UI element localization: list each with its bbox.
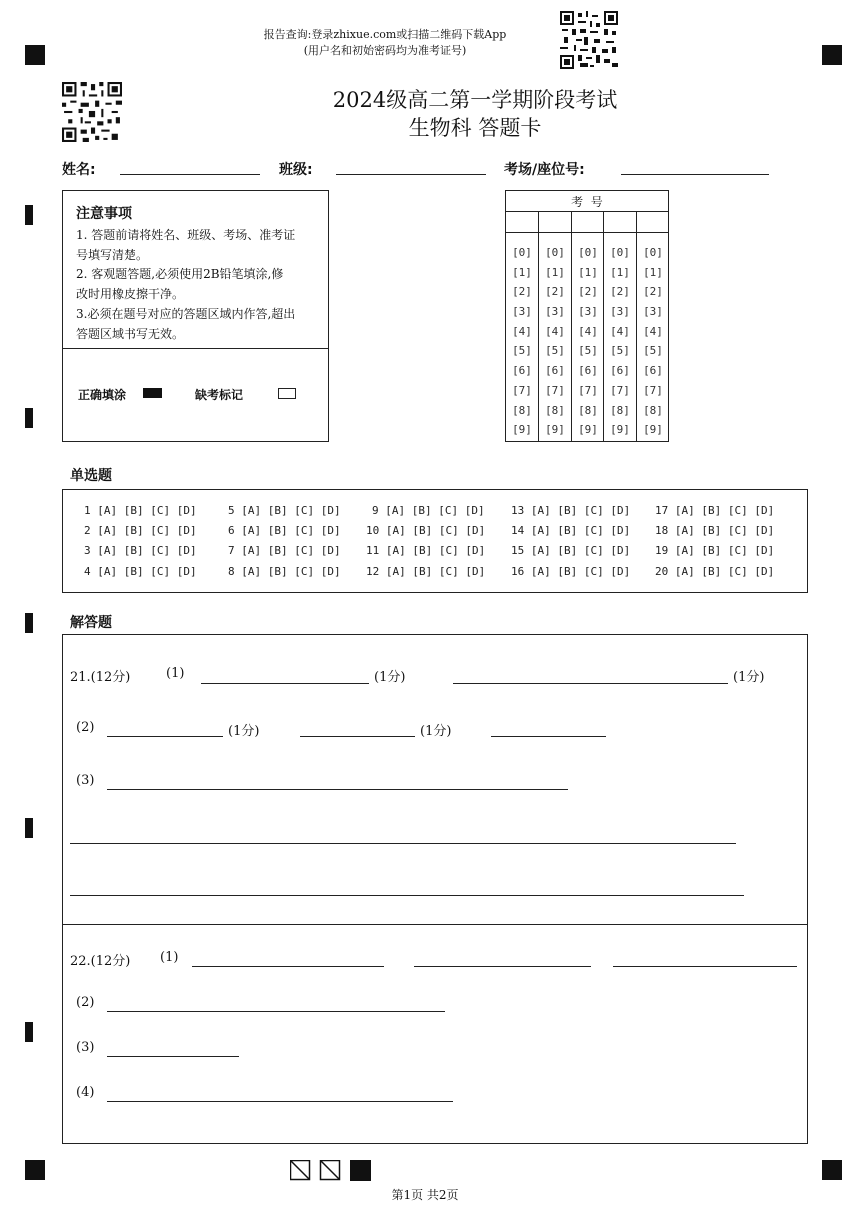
exam-digit-column — [572, 243, 604, 440]
answer-blank[interactable] — [613, 966, 797, 967]
exam-digit-bubble[interactable]: [1] — [578, 265, 598, 279]
exam-digit-bubble[interactable]: [9] — [643, 423, 663, 437]
exam-digit-column — [604, 243, 636, 440]
correct-fill-sample — [143, 388, 162, 398]
timing-mark — [25, 613, 33, 633]
exam-digit-bubble[interactable]: [9] — [578, 423, 598, 437]
answer-blank[interactable] — [491, 736, 606, 737]
notice-line: 2. 客观题答题,必须使用2B铅笔填涂,修 — [76, 267, 284, 281]
answer-blank[interactable] — [192, 966, 384, 967]
answer-blank[interactable] — [70, 895, 744, 896]
registration-mark-bottom-left — [25, 1160, 45, 1180]
answer-blank[interactable] — [107, 1101, 453, 1102]
single-choice-title: 单选题 — [70, 468, 112, 484]
exam-digit-column — [506, 243, 538, 440]
registration-mark-top-right — [822, 45, 842, 65]
exam-number-title: 考 号 — [571, 195, 603, 209]
part-label: (3) — [76, 773, 95, 788]
choice-row[interactable]: 11 [A] [B] [C] [D] — [366, 544, 486, 557]
exam-digit-bubble[interactable]: [0] — [578, 246, 598, 259]
exam-digit-bubble[interactable]: [3] — [545, 305, 565, 319]
choice-row[interactable]: 8 [A] [B] [C] [D] — [228, 565, 341, 578]
choice-row[interactable]: 9 [A] [B] [C] [D] — [372, 504, 485, 517]
score-label: (1分) — [733, 670, 765, 685]
exam-digit-column — [637, 243, 669, 440]
correct-fill-label: 正确填涂 — [78, 388, 127, 402]
timing-mark — [25, 408, 33, 428]
choice-row[interactable]: 16 [A] [B] [C] [D] — [511, 565, 631, 578]
exam-digit-bubble[interactable]: [7] — [610, 383, 630, 397]
exam-digit-bubble[interactable]: [2] — [643, 285, 663, 299]
exam-digit-bubble[interactable]: [2] — [512, 285, 532, 299]
qr-code-icon — [560, 11, 618, 69]
grid-rule — [505, 232, 669, 233]
answer-blank[interactable] — [107, 789, 568, 790]
exam-digit-bubble[interactable]: [7] — [578, 383, 598, 397]
notice-title: 注意事项 — [76, 206, 132, 222]
part-label: (2) — [76, 720, 95, 735]
notice-divider — [62, 348, 329, 349]
answer-blank[interactable] — [201, 683, 369, 684]
exam-digit-bubble[interactable]: [1] — [512, 265, 532, 279]
exam-digit-bubble[interactable]: [8] — [610, 403, 630, 417]
choice-row[interactable]: 4 [A] [B] [C] [D] — [84, 565, 197, 578]
choice-row[interactable]: 3 [A] [B] [C] [D] — [84, 544, 197, 557]
class-label: 班级: — [279, 162, 313, 178]
exam-digit-bubble[interactable]: [8] — [578, 403, 598, 417]
exam-digit-bubble[interactable]: [4] — [643, 324, 663, 338]
score-label: (1分) — [374, 670, 406, 685]
choice-row[interactable]: 10 [A] [B] [C] [D] — [366, 524, 486, 537]
exam-digit-bubble[interactable]: [6] — [610, 364, 630, 378]
choice-row[interactable]: 14 [A] [B] [C] [D] — [511, 524, 631, 537]
notice-line: 答题区域书写无效。 — [76, 327, 185, 341]
question-22-head: 22.(12分) — [70, 954, 131, 969]
exam-digit-bubble[interactable]: [5] — [578, 344, 598, 358]
choice-row[interactable]: 12 [A] [B] [C] [D] — [366, 565, 486, 578]
timing-mark — [25, 1022, 33, 1042]
exam-digit-bubble[interactable]: [0] — [643, 246, 663, 259]
exam-digit-bubble[interactable]: [1] — [610, 265, 630, 279]
part-label: (4) — [76, 1085, 95, 1100]
page-subtitle: 生物科 答题卡 — [408, 116, 542, 140]
choice-row[interactable]: 1 [A] [B] [C] [D] — [84, 504, 197, 517]
page-number: 第1页 共2页 — [391, 1188, 459, 1202]
score-label: (1分) — [420, 724, 452, 739]
exam-digit-bubble[interactable]: [5] — [545, 344, 565, 358]
exam-digit-bubble[interactable]: [0] — [545, 246, 565, 259]
absent-label: 缺考标记 — [195, 388, 244, 402]
choice-row[interactable]: 6 [A] [B] [C] [D] — [228, 524, 341, 537]
exam-digit-bubble[interactable]: [4] — [610, 324, 630, 338]
page-code-mark-icon — [290, 1160, 372, 1182]
choice-row[interactable]: 7 [A] [B] [C] [D] — [228, 544, 341, 557]
exam-digit-bubble[interactable]: [8] — [545, 403, 565, 417]
choice-row[interactable]: 20 [A] [B] [C] [D] — [655, 565, 775, 578]
choice-row[interactable]: 13 [A] [B] [C] [D] — [511, 504, 631, 517]
exam-digit-bubble[interactable]: [0] — [512, 246, 532, 259]
notice-line: 改时用橡皮擦干净。 — [76, 287, 185, 301]
exam-digit-bubble[interactable]: [6] — [545, 364, 565, 378]
exam-digit-bubble[interactable]: [2] — [610, 285, 630, 299]
exam-digit-bubble[interactable]: [6] — [643, 364, 663, 378]
exam-digit-bubble[interactable]: [9] — [545, 423, 565, 437]
seat-label: 考场/座位号: — [504, 162, 585, 178]
page-title: 2024级高二第一学期阶段考试 — [332, 88, 618, 112]
part-label: (1) — [160, 950, 179, 965]
part-label: (2) — [76, 995, 95, 1010]
timing-mark — [25, 818, 33, 838]
answer-blank[interactable] — [107, 1011, 445, 1012]
exam-digit-bubble[interactable]: [2] — [578, 285, 598, 299]
qr-code-icon — [62, 82, 122, 142]
notice-line: 1. 答题前请将姓名、班级、考场、准考证 — [76, 228, 296, 242]
choice-row[interactable]: 17 [A] [B] [C] [D] — [655, 504, 775, 517]
score-label: (1分) — [228, 724, 260, 739]
grid-rule — [505, 211, 669, 212]
notice-line: 3.必须在题号对应的答题区域内作答,超出 — [76, 307, 296, 321]
exam-digit-bubble[interactable]: [4] — [578, 324, 598, 338]
exam-digit-bubble[interactable]: [9] — [610, 423, 630, 437]
class-field[interactable] — [336, 174, 486, 175]
exam-digit-bubble[interactable]: [9] — [512, 423, 532, 437]
name-label: 姓名: — [62, 162, 96, 178]
answer-blank[interactable] — [107, 1056, 239, 1057]
choice-row[interactable]: 2 [A] [B] [C] [D] — [84, 524, 197, 537]
answer-blank[interactable] — [107, 736, 223, 737]
registration-mark-top-left — [25, 45, 45, 65]
absent-checkbox[interactable] — [278, 388, 296, 399]
exam-digit-bubble[interactable]: [1] — [643, 265, 663, 279]
exam-digit-bubble[interactable]: [5] — [643, 344, 663, 358]
exam-digit-bubble[interactable]: [4] — [545, 324, 565, 338]
answers-title: 解答题 — [70, 615, 112, 631]
seat-field[interactable] — [621, 174, 769, 175]
exam-digit-bubble[interactable]: [3] — [643, 305, 663, 319]
exam-digit-bubble[interactable]: [7] — [643, 383, 663, 397]
part-label: (3) — [76, 1040, 95, 1055]
registration-mark-bottom-right — [822, 1160, 842, 1180]
part-label: (1) — [166, 666, 185, 681]
choice-row[interactable]: 18 [A] [B] [C] [D] — [655, 524, 775, 537]
exam-digit-bubble[interactable]: [8] — [512, 403, 532, 417]
exam-digit-bubble[interactable]: [7] — [545, 383, 565, 397]
exam-digit-bubble[interactable]: [2] — [545, 285, 565, 299]
answer-blank[interactable] — [414, 966, 591, 967]
exam-digit-bubble[interactable]: [3] — [578, 305, 598, 319]
report-query-note: (用户名和初始密码均为准考证号) — [303, 44, 467, 57]
answer-blank[interactable] — [300, 736, 415, 737]
notice-line: 号填写清楚。 — [76, 248, 149, 262]
exam-digit-bubble[interactable]: [6] — [512, 364, 532, 378]
choice-row[interactable]: 5 [A] [B] [C] [D] — [228, 504, 341, 517]
exam-digit-bubble[interactable]: [6] — [578, 364, 598, 378]
exam-digit-bubble[interactable]: [7] — [512, 383, 532, 397]
exam-digit-bubble[interactable]: [3] — [512, 305, 532, 319]
exam-digit-bubble[interactable]: [4] — [512, 324, 532, 338]
choice-row[interactable]: 19 [A] [B] [C] [D] — [655, 544, 775, 557]
exam-digit-bubble[interactable]: [8] — [643, 403, 663, 417]
report-query-line: 报告查询:登录zhixue.com或扫描二维码下载App — [263, 28, 507, 41]
answer-blank[interactable] — [453, 683, 728, 684]
exam-digit-bubble[interactable]: [1] — [545, 265, 565, 279]
exam-digit-bubble[interactable]: [0] — [610, 246, 630, 259]
exam-digit-bubble[interactable]: [3] — [610, 305, 630, 319]
timing-mark — [25, 205, 33, 225]
question-21-head: 21.(12分) — [70, 670, 131, 685]
choice-row[interactable]: 15 [A] [B] [C] [D] — [511, 544, 631, 557]
exam-digit-bubble[interactable]: [5] — [610, 344, 630, 358]
name-field[interactable] — [120, 174, 260, 175]
exam-digit-bubble[interactable]: [5] — [512, 344, 532, 358]
exam-digit-column — [539, 243, 571, 440]
answer-blank[interactable] — [70, 843, 736, 844]
